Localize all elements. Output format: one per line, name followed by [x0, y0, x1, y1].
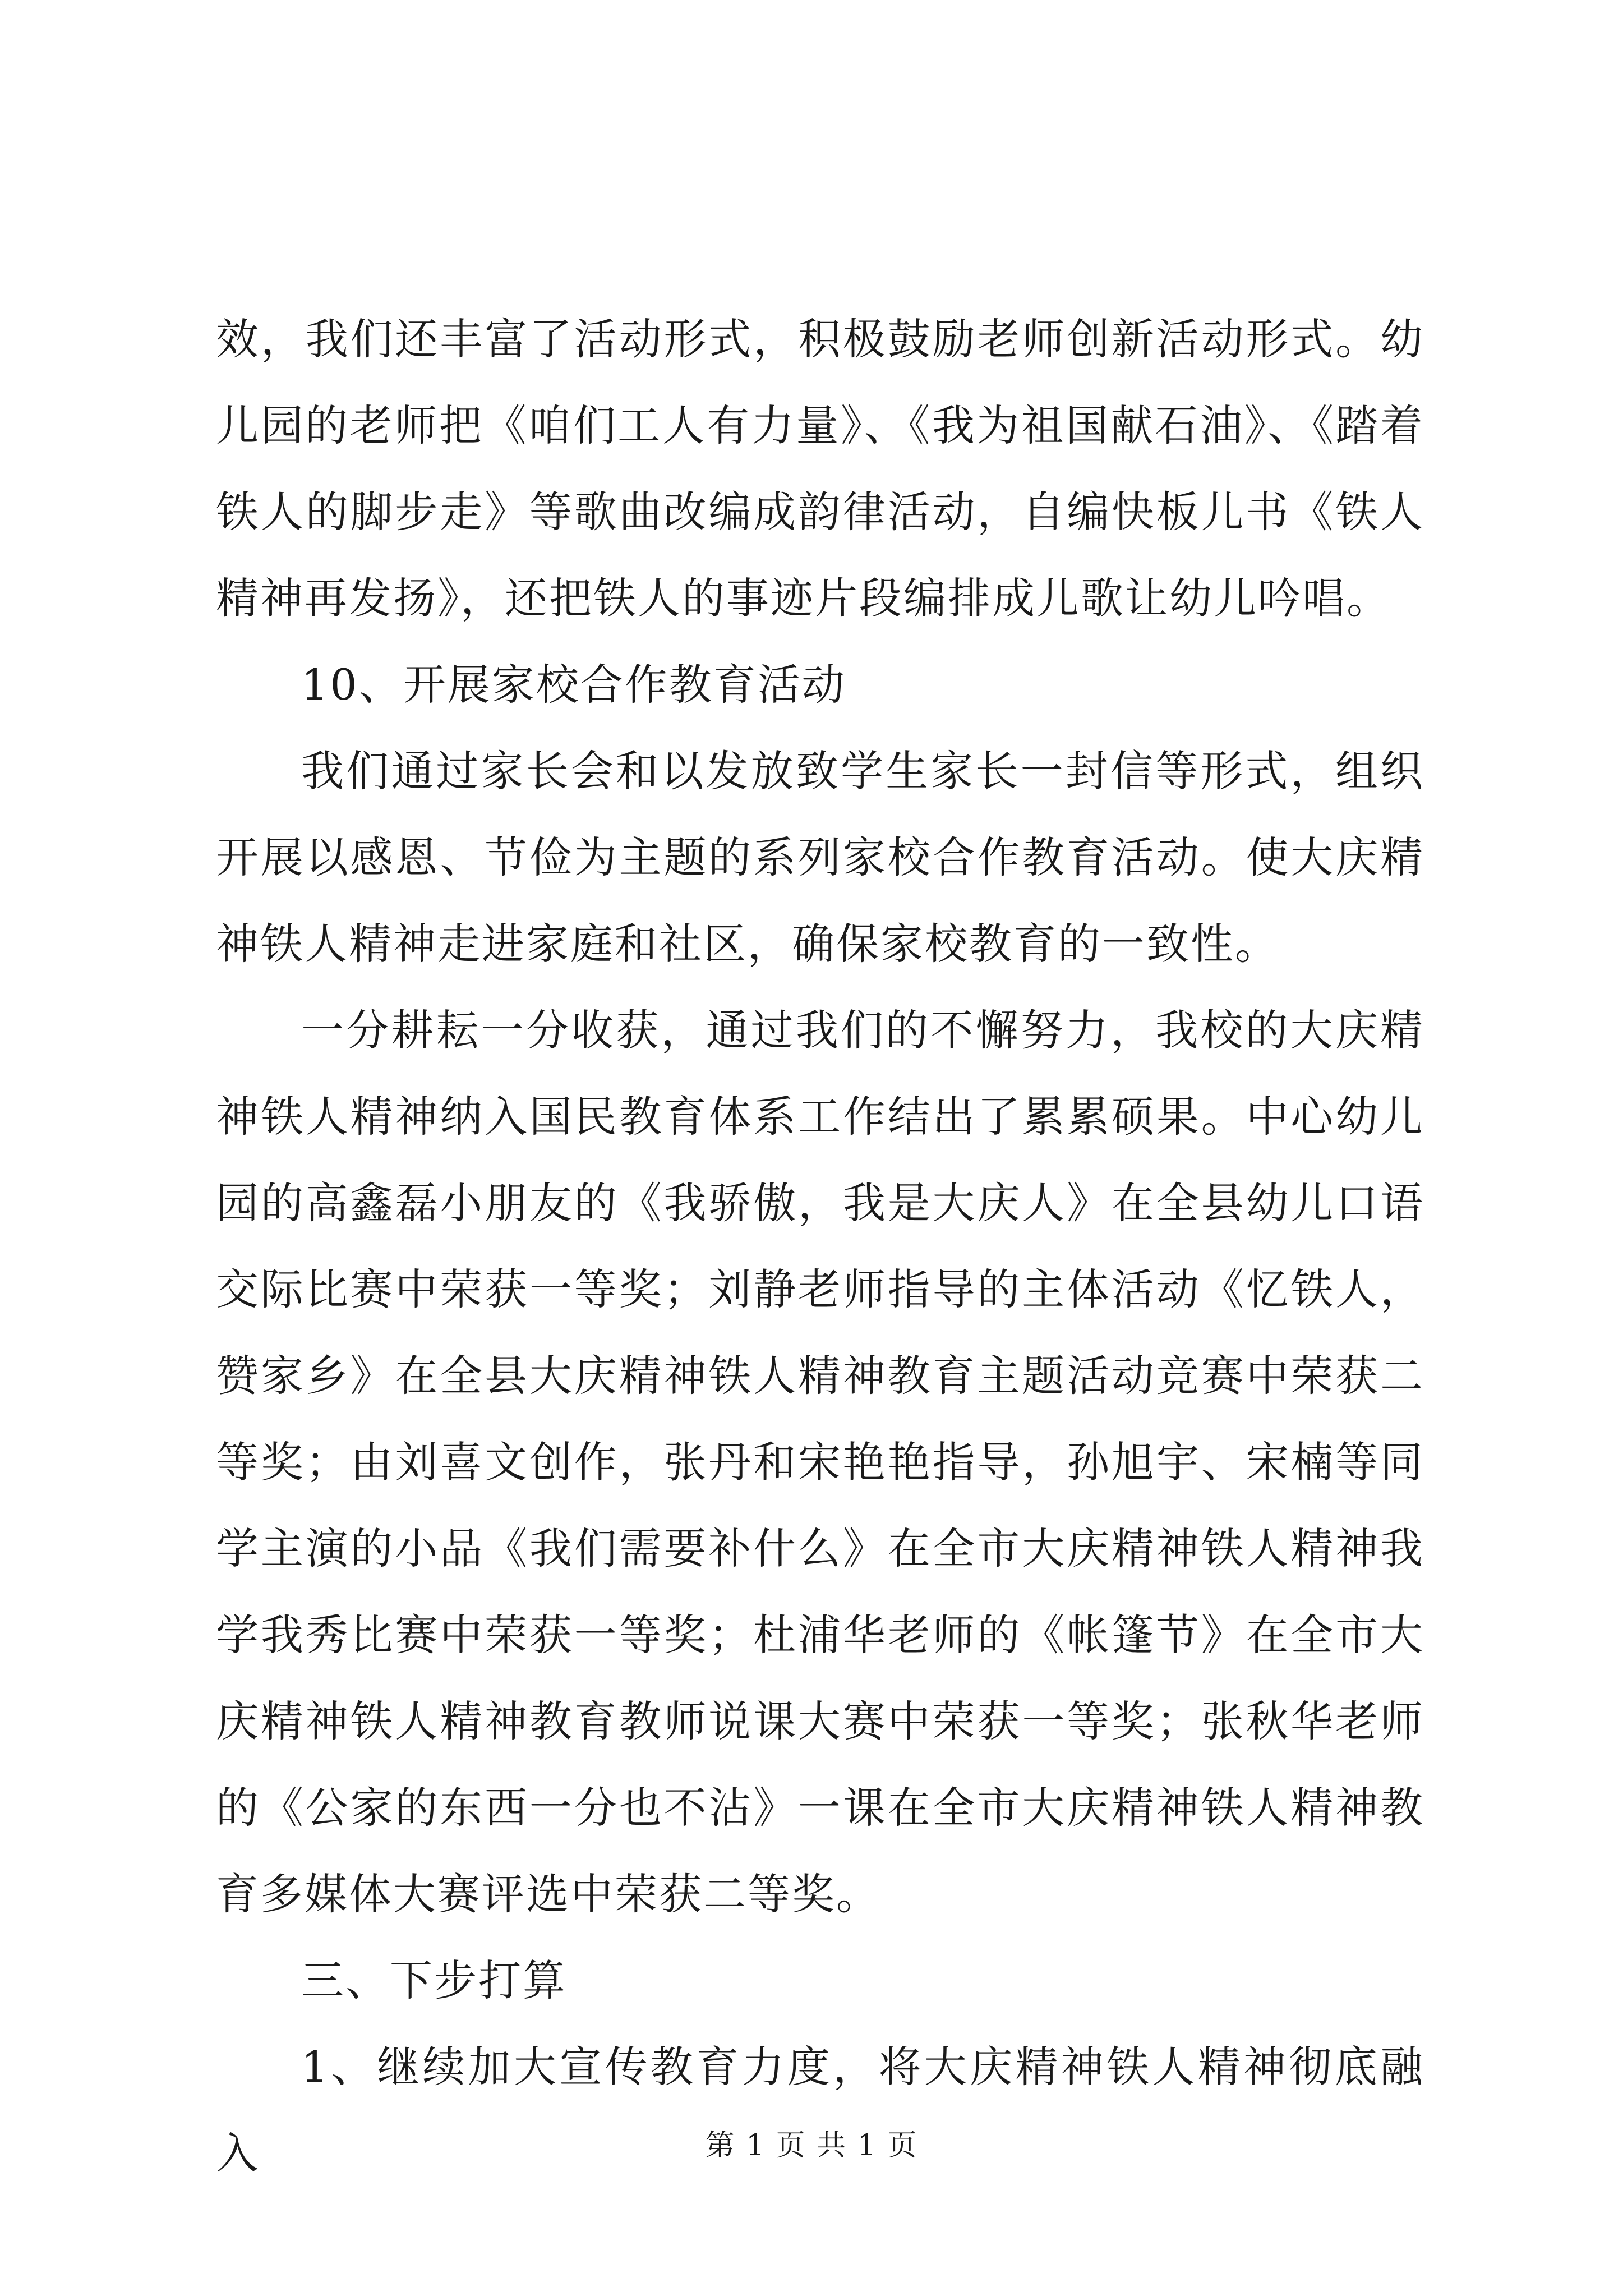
- paragraph-achievements: 一分耕耘一分收获，通过我们的不懈努力，我校的大庆精神铁人精神纳入国民教育体系工作结出了累累硕果。中心幼儿园的高鑫磊小朋友的《我骄傲，我是大庆人》在全县幼儿口语交际比赛中荣获一等奖；刘静老师指导的主体活动《忆铁人，赞家乡》在全县大庆精神铁人精神教育主题活动竞赛中荣获二等奖；由刘喜文创作，张丹和宋艳艳指导，孙旭宇、宋楠等同学主演的小品《我们需要补什么》在全市大庆精神铁人精神我学我秀比赛中荣获一等奖；杜浦华老师的《帐篷节》在全市大庆精神铁人精神教育教师说课大赛中荣获一等奖；张秋华老师的《公家的东西一分也不沾》一课在全市大庆精神铁人精神教育多媒体大赛评选中荣获二等奖。: [216, 1005, 1424, 1919]
- heading-item-10: 10、开展家校合作教育活动: [301, 660, 846, 710]
- document-body: [216, 296, 1424, 2197]
- heading-next-steps: 三、下步打算: [301, 1955, 567, 2005]
- paragraph-item-1: 1、继续加大宣传教育力度，将大庆精神铁人精神彻底融入: [216, 2042, 1424, 2178]
- page-footer: 第 1 页 共 1 页: [705, 2129, 918, 2162]
- paragraph-continuation: 效，我们还丰富了活动形式，积极鼓励老师创新活动形式。幼儿园的老师把《咱们工人有力量》、《我为祖国献石油》、《踏着铁人的脚步走》等歌曲改编成韵律活动，自编快板儿书《铁人精神再发扬》，还把铁人的事迹片段编排成儿歌让幼儿吟唱。: [216, 314, 1424, 623]
- paragraph-home-school: 我们通过家长会和以发放致学生家长一封信等形式，组织开展以感恩、节俭为主题的系列家校合作教育活动。使大庆精神铁人精神走进家庭和社区，确保家校教育的一致性。: [216, 746, 1424, 969]
